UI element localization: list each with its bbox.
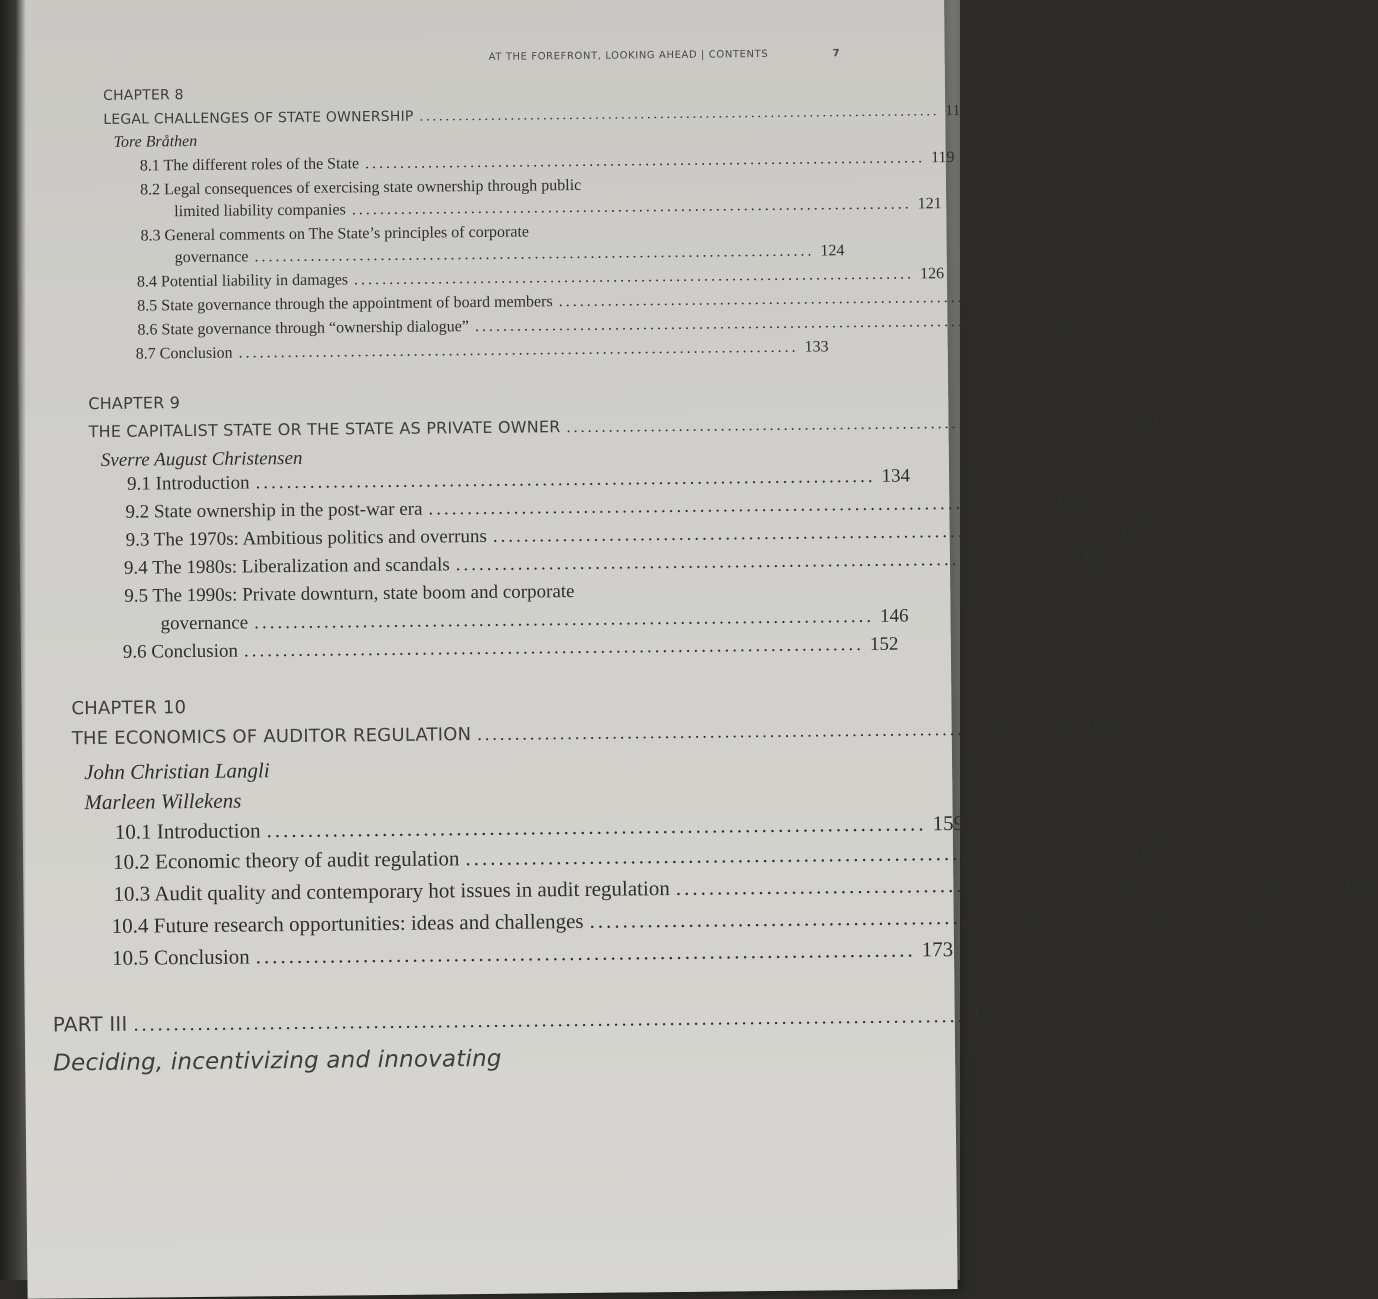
toc-entry-continuation[interactable]: governance ................................................................................ 124 bbox=[174, 242, 845, 267]
toc-entry[interactable]: 9.4 The 1980s: Liberalization and scandals ................................................................................ 143 bbox=[123, 547, 1111, 579]
running-header-page bbox=[833, 48, 841, 59]
part-3-entry[interactable] bbox=[52, 1002, 1004, 1038]
chapter-9-title: THE CAPITALIST STATE OR THE STATE AS PRIVATE OWNER bbox=[88, 417, 561, 442]
chapter-10-author: John Christian Langli bbox=[84, 758, 270, 785]
toc-entry[interactable]: 10.1 Introduction ................................................................................ 159 bbox=[114, 810, 965, 844]
toc-entry[interactable]: 8.5 State governance through the appointment of board members ................................................................................ 128 bbox=[137, 287, 1149, 315]
chapter-10-label: CHAPTER 10 bbox=[71, 697, 187, 720]
toc-entry[interactable]: 8.3 General comments on The State’s principles of corporate bbox=[140, 223, 530, 245]
chapter-8-page: 119 bbox=[945, 102, 969, 120]
page-number: 7 bbox=[832, 48, 841, 60]
toc-entry[interactable]: 10.3 Audit quality and contemporary hot issues in audit regulation ................................................................................ 164 bbox=[113, 868, 1374, 906]
toc-entry[interactable]: 10.4 Future research opportunities: ideas and challenges ................................................................................ 171 bbox=[111, 901, 1288, 938]
part-3-label: PART III bbox=[52, 1011, 128, 1037]
toc-entry[interactable]: 8.1 The different roles of the State ................................................................................ 119 bbox=[139, 149, 955, 175]
chapter-8-title: LEGAL CHALLENGES OF STATE OWNERSHIP bbox=[103, 108, 414, 128]
toc-entry-continuation[interactable]: limited liability companies ................................................................................ 121 bbox=[174, 195, 942, 221]
toc-entry[interactable]: 9.2 State ownership in the post-war era ................................................................................ 138 bbox=[125, 491, 1084, 523]
chapter-10-title: THE ECONOMICS OF AUDITOR REGULATION bbox=[71, 724, 472, 750]
chapter-8-title-entry[interactable] bbox=[103, 102, 969, 129]
toc-entry[interactable]: 9.3 The 1970s: Ambitious politics and overruns ................................................................................ 140 bbox=[125, 519, 1148, 551]
part-3-page: 177 bbox=[971, 1002, 1004, 1027]
toc-entry-continuation[interactable]: governance ................................................................................ 146 bbox=[160, 605, 909, 635]
spine-shadow bbox=[0, 0, 26, 1280]
chapter-8-label: CHAPTER 8 bbox=[102, 87, 184, 104]
running-header-title: AT THE FOREFRONT, LOOKING AHEAD | CONTENTS bbox=[488, 48, 769, 63]
toc-entry[interactable]: 9.1 Introduction ................................................................................ 134 bbox=[127, 465, 911, 495]
book-page bbox=[14, 0, 1374, 1299]
leader-dots: ................................................................................ bbox=[477, 717, 1078, 745]
part-3-subtitle: Deciding, incentivizing and innovating bbox=[53, 1045, 502, 1077]
toc-entry[interactable]: 9.6 Conclusion ................................................................................ 152 bbox=[122, 633, 899, 663]
chapter-9-page: 134 bbox=[1132, 410, 1159, 431]
chapter-8-author: Tore Bråthen bbox=[113, 132, 198, 151]
running-header bbox=[489, 49, 769, 63]
toc-entry[interactable]: 8.7 Conclusion ................................................................................ 133 bbox=[135, 338, 829, 363]
chapter-10-title-entry[interactable] bbox=[71, 717, 1113, 750]
toc-entry[interactable]: 8.4 Potential liability in damages ................................................................................ 126 bbox=[136, 265, 945, 291]
toc-entry[interactable]: 10.2 Economic theory of audit regulation ................................................................................ 161 bbox=[112, 838, 1164, 874]
toc-entry[interactable]: 10.5 Conclusion ................................................................................ 173 bbox=[111, 937, 954, 970]
toc-entry[interactable]: 8.2 Legal consequences of exercising state ownership through public bbox=[139, 176, 582, 199]
toc-entry[interactable]: 8.6 State governance through “ownership dialogue” ................................................................................ 132 bbox=[137, 311, 1065, 339]
leader-dots: ........................................................................................................ bbox=[133, 1004, 966, 1036]
chapter-9-author: Sverre August Christensen bbox=[100, 447, 303, 471]
leader-dots: ................................................................................ bbox=[566, 413, 1127, 437]
chapter-9-title-entry[interactable] bbox=[88, 410, 1159, 442]
toc-entry[interactable]: 9.5 The 1990s: Private downturn, state boom and corporate bbox=[124, 581, 575, 607]
chapter-9-label: CHAPTER 9 bbox=[88, 393, 181, 414]
chapter-10-author: Marleen Willekens bbox=[84, 788, 242, 815]
chapter-10-page: 159 bbox=[1083, 717, 1113, 739]
leader-dots: ................................................................................ bbox=[419, 104, 940, 125]
